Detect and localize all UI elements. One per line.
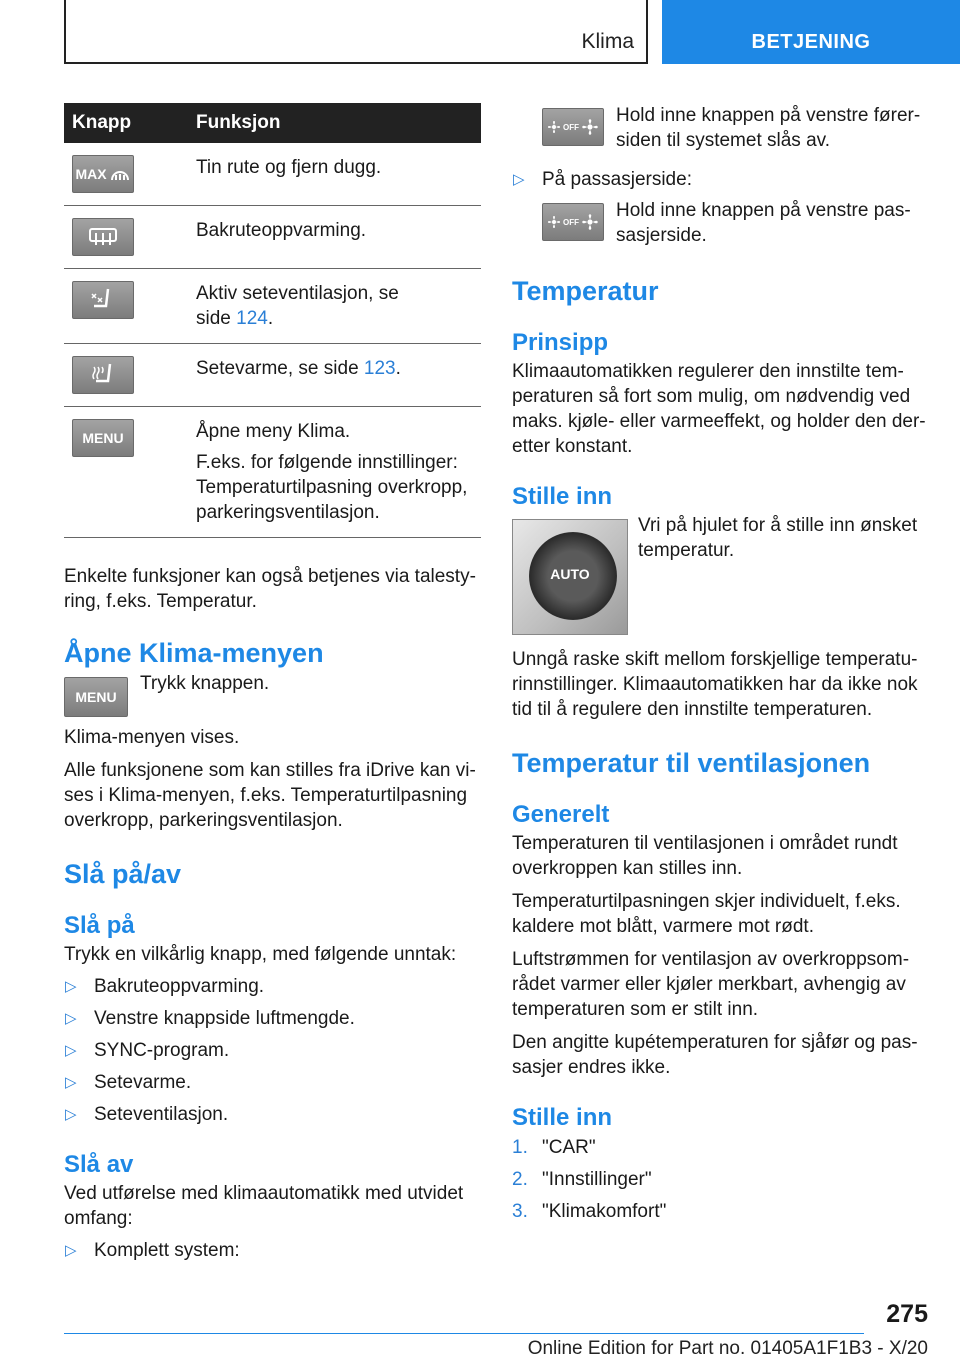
right-column: [512, 103, 928, 1224]
header-left-frame: [64, 0, 648, 64]
seat-ventilation-icon: [72, 281, 134, 319]
ventilation-text-4: Den angitte kupétemperaturen for sjåfør og pas-sasjer endres ikke.: [512, 1032, 918, 1078]
principle-text: Klimaautomatikken regulerer den innstilte tem-peraturen så fort som mulig, om nødvendig ved maks. kjøle- eller varmeeffekt, og holder den der-etter konstant.: [512, 361, 926, 457]
switch-off-text: Ved utførelse med klimaautomatikk med utvidet omfang:: [64, 1183, 464, 1229]
heading-ventilation-temperature: Temperatur til ventilasjonen: [512, 748, 871, 778]
heading-temperature: Temperatur: [512, 276, 659, 306]
heading-set-temperature: Stille inn: [512, 483, 613, 510]
table-cell-text: Aktiv seteventilasjon, se side 124.: [196, 283, 399, 329]
table-cell-text: Bakruteoppvarming.: [196, 220, 367, 241]
heading-on-off: Slå på/av: [64, 859, 182, 889]
list-item: ▷ Komplett system:: [65, 1240, 240, 1261]
max-defrost-icon: MAX: [72, 155, 134, 193]
rear-window-heating-icon: [72, 218, 134, 256]
table-row: [64, 407, 481, 538]
footer-divider: [64, 1333, 864, 1334]
table-row: [64, 206, 481, 269]
table-row: [64, 269, 481, 344]
driver-off-text: Hold inne knappen på venstre fører-siden til systemet slås av.: [616, 105, 921, 151]
table-row: [64, 344, 481, 407]
heading-open-menu: Åpne Klima-menyen: [64, 638, 324, 668]
table-header-button: Knapp: [64, 103, 182, 143]
header-section-tab: BETJENING: [662, 0, 960, 64]
list-item: ▷ Venstre knappside luftmengde.: [65, 1008, 355, 1029]
header-title: Klima: [581, 30, 634, 53]
triangle-bullet-icon: ▷: [65, 1010, 77, 1027]
passenger-off-text: Hold inne knappen på venstre pas-sasjerside.: [616, 200, 911, 246]
heading-switch-on: Slå på: [64, 912, 135, 939]
ventilation-text-3: Luftstrømmen for ventilasjon av overkroppsom-rådet varmer eller kjøler merkbart, avhengig av temperaturen som er stilt inn.: [512, 949, 910, 1020]
list-item: ▷ Seteventilasjon.: [65, 1104, 229, 1125]
menu-button-icon: MENU: [72, 419, 134, 457]
press-button-text: Trykk knappen.: [140, 673, 270, 694]
menu-shown-text: Klima-menyen vises.: [64, 727, 240, 748]
voice-control-intro: Enkelte funksjoner kan også betjenes via talesty-ring, f.eks. Temperatur.: [64, 566, 476, 612]
table-header-function: Funksjon: [182, 103, 481, 143]
list-item: ▷ Setevarme.: [65, 1072, 192, 1093]
ventilation-text-1: Temperaturen til ventilasjonen i området rundt overkroppen kan stilles inn.: [512, 833, 898, 879]
page-link-124[interactable]: 124: [236, 308, 268, 329]
fan-off-button-icon: OFF: [542, 203, 604, 241]
list-item: 1. "CAR": [512, 1137, 596, 1158]
triangle-bullet-icon: ▷: [65, 978, 77, 995]
heading-general: Generelt: [512, 801, 610, 828]
exceptions-list: [64, 974, 481, 1127]
table-cell-text: Tin rute og fjern dugg.: [196, 157, 382, 178]
list-item: ▷ Bakruteoppvarming.: [65, 976, 265, 997]
avoid-quick-changes-text: Unngå raske skift mellom forskjellige temperatu-rinnstillinger. Klimaautomatikken har da ikke nok tid til å regulere den innstilte temperaturen.: [512, 649, 918, 720]
steps-list: [512, 1135, 928, 1224]
triangle-bullet-icon: ▷: [65, 1074, 77, 1091]
temperature-knob-image: AUTO: [512, 519, 628, 635]
table-cell-text: Åpne meny Klima.: [196, 421, 351, 442]
menu-functions-text: Alle funksjonene som kan stilles fra iDrive kan vi-ses i Klima-menyen, f.eks. Temperaturtilpasning overkropp, parkeringsventilasjon.: [64, 760, 476, 831]
triangle-bullet-icon: ▷: [65, 1106, 77, 1123]
table-cell-text: F.eks. for følgende innstillinger: Temperaturtilpasning overkropp, parkeringsventilasjon.: [196, 452, 468, 523]
heading-principle: Prinsipp: [512, 329, 609, 356]
switch-on-text: Trykk en vilkårlig knapp, med følgende unntak:: [64, 944, 457, 965]
list-item: ▷ SYNC-program.: [65, 1040, 230, 1061]
list-item: 3. "Klimakomfort": [512, 1201, 667, 1222]
left-column: [64, 103, 481, 1263]
menu-button-icon: MENU: [64, 677, 128, 717]
table-row: [64, 143, 481, 206]
table-cell-text: Setevarme, se side 123.: [196, 358, 401, 379]
triangle-bullet-icon: ▷: [65, 1242, 77, 1259]
page-number: 275: [886, 1300, 928, 1328]
page-link-123[interactable]: 123: [363, 358, 396, 379]
footer-edition: Online Edition for Part no. 01405A1F1B3 - X/20: [527, 1338, 928, 1359]
ventilation-text-2: Temperaturtilpasningen skjer individuelt, f.eks. kaldere mot blått, varmere mot rødt.: [512, 891, 901, 937]
set-temperature-text: Vri på hjulet for å stille inn ønsket temperatur.: [638, 515, 918, 561]
passenger-list: [512, 167, 928, 192]
fan-off-button-icon: OFF: [542, 108, 604, 146]
triangle-bullet-icon: ▷: [65, 1042, 77, 1059]
button-function-table: [64, 103, 481, 538]
switch-off-list: [64, 1238, 481, 1263]
triangle-bullet-icon: ▷: [513, 171, 525, 188]
list-item: ▷ På passasjerside:: [513, 169, 692, 190]
list-item: 2. "Innstillinger": [512, 1169, 652, 1190]
heading-switch-off: Slå av: [64, 1151, 134, 1178]
heading-set-ventilation: Stille inn: [512, 1104, 613, 1131]
seat-heating-icon: [72, 356, 134, 394]
